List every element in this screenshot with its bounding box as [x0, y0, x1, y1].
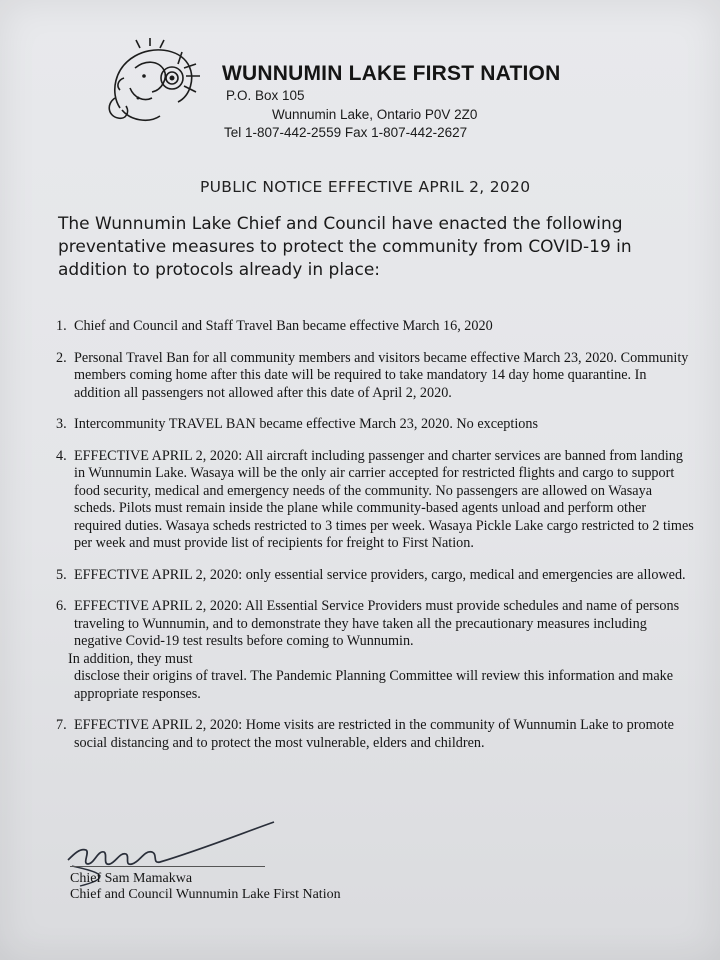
item-number: 6.: [56, 598, 67, 614]
list-item: [56, 448, 696, 553]
item-text-continued-2: disclose their origins of travel. The Pandemic Planning Committee will review this information and make appropriate responses.: [74, 668, 674, 702]
city-line: Wunnumin Lake, Ontario P0V 2Z0: [272, 107, 478, 122]
item-number: 3.: [56, 416, 67, 432]
signature-line: [70, 866, 265, 867]
item-number: 5.: [56, 566, 67, 583]
list-item: [56, 350, 696, 403]
signer-title: Chief and Council Wunnumin Lake First Nation: [70, 887, 341, 902]
org-name: WUNNUMIN LAKE FIRST NATION: [222, 62, 561, 85]
item-text: EFFECTIVE APRIL 2, 2020: Home visits are restricted in the community of Wunnumin Lake to promote social distancing and to protect the most vulnerable, elders and children.: [74, 717, 674, 751]
measures-list: [56, 318, 696, 766]
item-text: Personal Travel Ban for all community members and visitors became effective March 23, 2020. Community members coming home after this date will be required to take mandatory 14 day home quarantine. In addition all passengers not allowed after this date of April 2, 2020.: [74, 349, 689, 401]
notice-title: PUBLIC NOTICE EFFECTIVE APRIL 2, 2020: [200, 178, 531, 196]
item-text: EFFECTIVE APRIL 2, 2020: All aircraft including passenger and charter services are banned from landing in Wunnumin Lake. Wasaya will be the only air carrier accepted for restricted flights and cargo to support food security, medical and emergency needs of the community. No passengers are allowed on Wasaya scheds. Pilots must remain inside the plane while community-based agents unload and perform other required duties. Wasaya scheds restricted to 3 times per week. Wasaya Pickle Lake cargo restricted to 2 times per week and must provide list of recipients for freight to First Nation.: [74, 447, 694, 551]
first-nation-emblem-icon: [100, 38, 220, 138]
item-text-continued: In addition, they must: [68, 650, 193, 667]
list-item: [56, 318, 696, 336]
phone-line: Tel 1-807-442-2559 Fax 1-807-442-2627: [224, 125, 468, 140]
list-item: [56, 598, 696, 703]
list-item: [56, 416, 696, 434]
item-number: 1.: [56, 318, 67, 334]
item-text: Chief and Council and Staff Travel Ban became effective March 16, 2020: [74, 318, 493, 334]
list-item: [56, 717, 696, 752]
po-box: P.O. Box 105: [226, 88, 305, 103]
list-item: [56, 567, 696, 585]
item-number: 7.: [56, 717, 67, 733]
item-text: Intercommunity TRAVEL BAN became effective March 23, 2020. No exceptions: [74, 416, 538, 432]
item-number: 2.: [56, 349, 67, 366]
item-text: EFFECTIVE APRIL 2, 2020: only essential service providers, cargo, medical and emergencies are allowed.: [74, 566, 686, 583]
notice-intro: The Wunnumin Lake Chief and Council have enacted the following preventative measures to protect the community from COVID-19 in addition to protocols already in place:: [58, 214, 632, 280]
item-number: 4.: [56, 447, 67, 464]
item-text: EFFECTIVE APRIL 2, 2020: All Essential Service Providers must provide schedules and name of persons traveling to Wunnumin, and to demonstrate they have taken all the precautionary measures including negative Covid-19 test results before coming to Wunnumin.: [74, 598, 680, 649]
signer-name: Chief Sam Mamakwa: [70, 871, 193, 886]
